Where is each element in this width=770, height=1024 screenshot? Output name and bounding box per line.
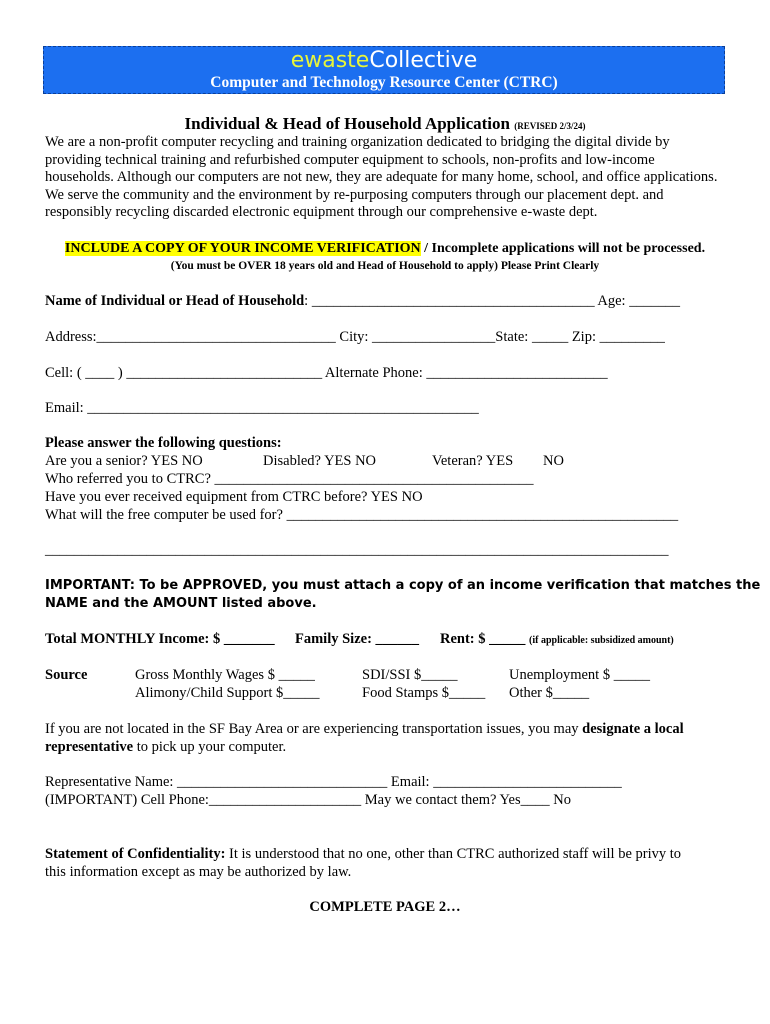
alimony-field[interactable]: Alimony/Child Support $_____ [135, 685, 320, 701]
income-notice: INCLUDE A COPY OF YOUR INCOME VERIFICATION / Incomplete applications will not be processed. [64, 241, 706, 256]
gross-wages-field[interactable]: Gross Monthly Wages $ _____ [135, 667, 315, 683]
veteran-question[interactable]: Veteran? YES [432, 453, 514, 469]
confidentiality-line1: Statement of Confidentiality: It is understood that no one, other than CTRC authorized staff will be privy to [45, 846, 682, 862]
veteran-no-option[interactable]: NO [543, 453, 564, 469]
complete-page-2: COMPLETE PAGE 2… [309, 899, 461, 915]
disabled-question[interactable]: Disabled? YES NO [263, 453, 377, 469]
confidentiality-line2: this information except as may be authorized by law. [45, 864, 352, 880]
intro-paragraph: We are a non-profit computer recycling and training organization dedicated to bridging the digital divide by providing technical training and refurbished computer equipment to schools, non-profits and low-income households. Although our computers are not new, they are adequate for many home, school, and office applications. We serve the community and the environment by re-purposing computers through our placement dept. and responsibly recycling discarded electronic equipment through our comprehensive e-waste dept. [45, 134, 718, 221]
monthly-income-field[interactable]: Total MONTHLY Income: $ _______ [45, 631, 275, 647]
questions-heading: Please answer the following questions: [45, 435, 282, 451]
revised-date: (REVISED 2/3/24) [514, 121, 586, 131]
address-field[interactable]: Address:_________________________________ City: _________________State: _____ Zip: _________ [45, 329, 665, 345]
unemployment-field[interactable]: Unemployment $ _____ [509, 667, 650, 683]
representative-name-field[interactable]: Representative Name: _____________________________ Email: __________________________ [45, 774, 622, 790]
source-label: Source [45, 667, 88, 683]
confidentiality-label: Statement of Confidentiality: [45, 846, 226, 862]
organization-subtitle: Computer and Technology Resource Center (CTRC) [210, 74, 558, 91]
email-field[interactable]: Email: ______________________________________________________ [45, 400, 479, 416]
phone-field[interactable]: Cell: ( ____ ) ___________________________ Alternate Phone: _________________________ [45, 365, 608, 381]
computer-use-field[interactable]: What will the free computer be used for? ______________________________________________________ [45, 507, 679, 523]
header-banner [43, 46, 725, 94]
representative-phone-field[interactable]: (IMPORTANT) Cell Phone:_____________________ May we contact them? Yes____ No [45, 792, 571, 808]
income-notice-highlight: INCLUDE A COPY OF YOUR INCOME VERIFICATION [64, 241, 421, 256]
rent-field[interactable]: Rent: $ _____ (if applicable: subsidized amount) [440, 631, 674, 647]
rent-note: (if applicable: subsidized amount) [529, 635, 674, 646]
representative-text-line2: representative to pick up your computer. [45, 739, 287, 755]
representative-text-line1: If you are not located in the SF Bay Area or are experiencing transportation issues, you may designate a local [45, 721, 684, 737]
brand-logo: ewasteCollective [290, 48, 478, 73]
important-notice-line2: NAME and the AMOUNT listed above. [45, 596, 317, 611]
name-field[interactable]: Name of Individual or Head of Household: _______________________________________ Age: _______ [45, 293, 680, 309]
age-notice: (You must be OVER 18 years old and Head of Household to apply) Please Print Clearly [170, 260, 600, 272]
sdi-ssi-field[interactable]: SDI/SSI $_____ [362, 667, 458, 683]
senior-question[interactable]: Are you a senior? YES NO [45, 453, 203, 469]
form-title: Individual & Head of Household Application (REVISED 2/3/24) [184, 114, 586, 133]
important-notice-line1: IMPORTANT: To be APPROVED, you must attach a copy of an income verification that matches the [45, 578, 761, 593]
referred-field[interactable]: Who referred you to CTRC? ____________________________________________ [45, 471, 534, 487]
family-size-field[interactable]: Family Size: ______ [295, 631, 420, 647]
other-income-field[interactable]: Other $_____ [509, 685, 590, 701]
food-stamps-field[interactable]: Food Stamps $_____ [362, 685, 486, 701]
received-question[interactable]: Have you ever received equipment from CTRC before? YES NO [45, 489, 423, 505]
computer-use-continuation[interactable]: ______________________________________________________________________________________ [45, 542, 669, 558]
